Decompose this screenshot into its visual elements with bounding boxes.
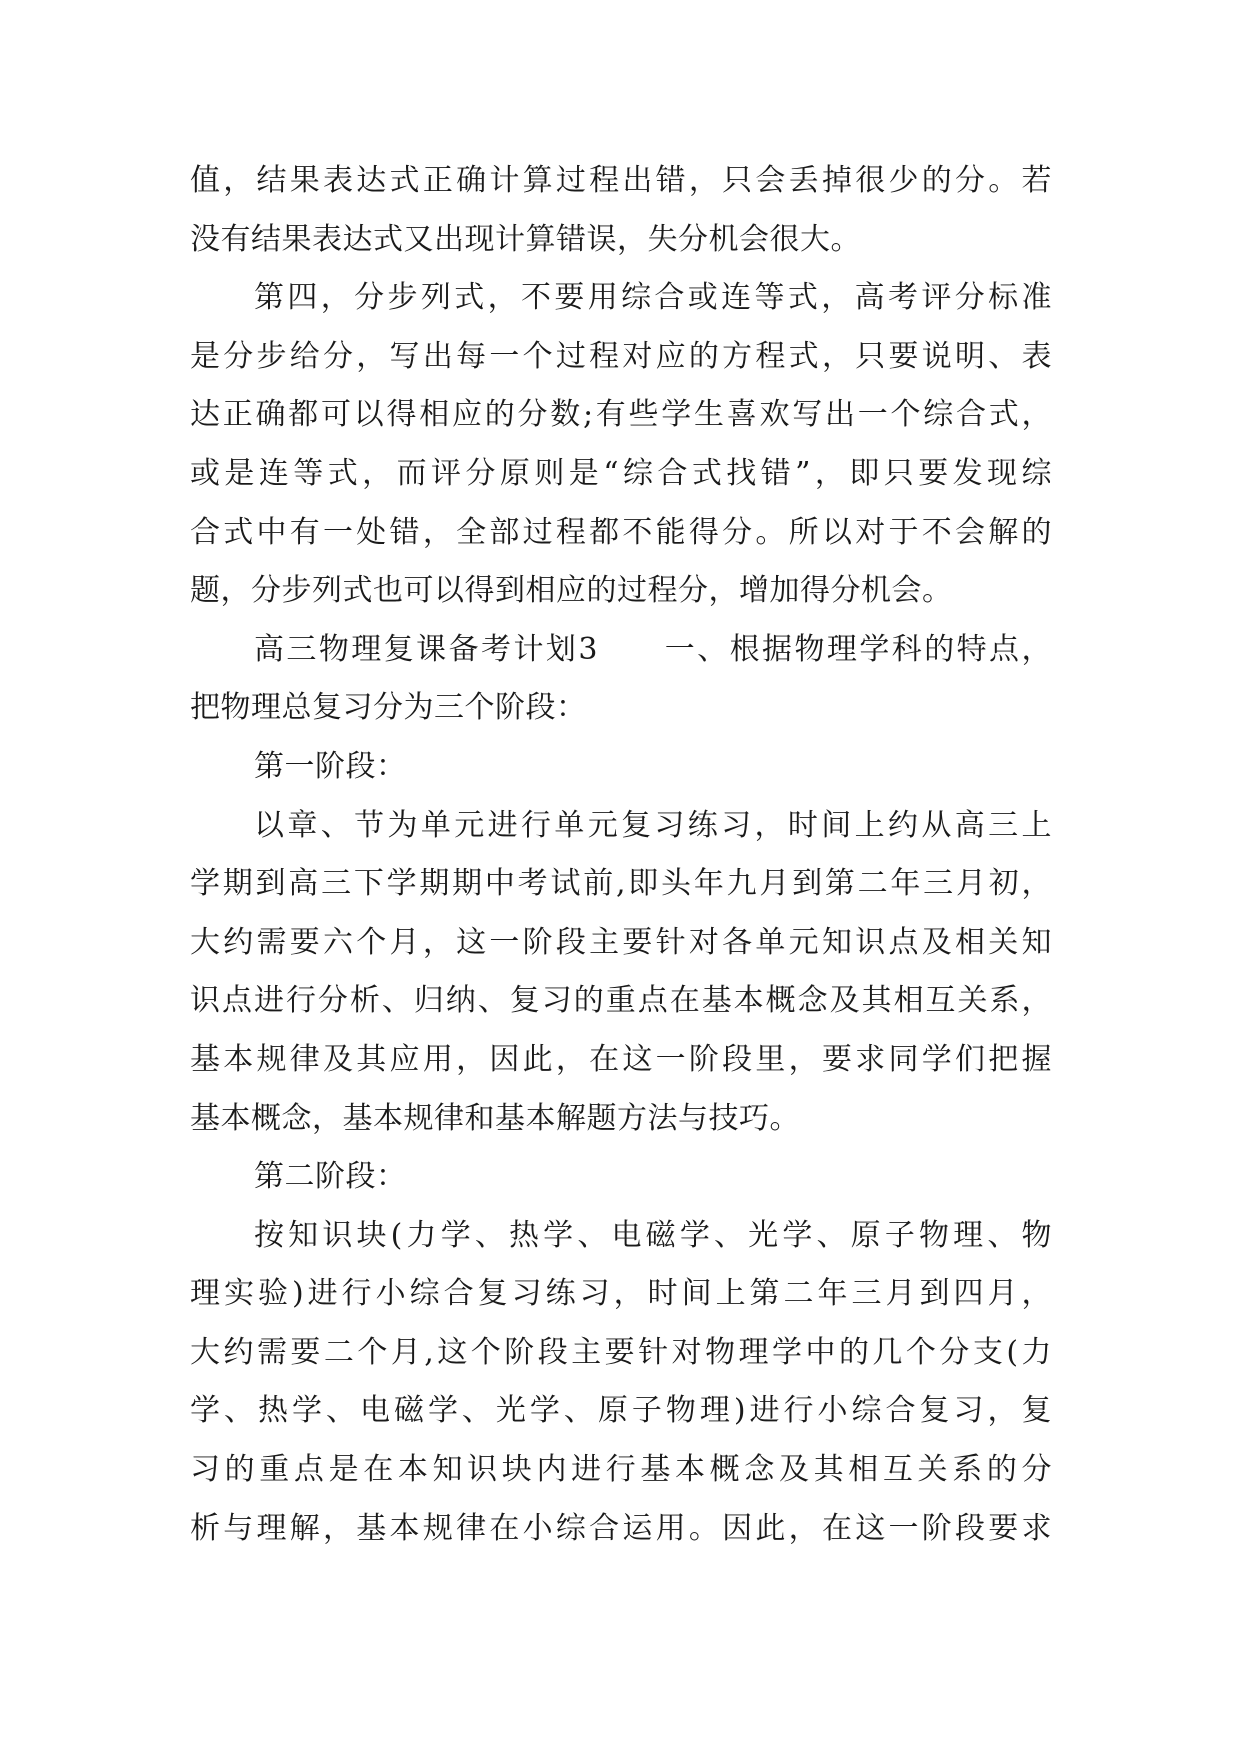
text-line: 习的重点是在本知识块内进行基本概念及其相互关系的分 xyxy=(190,1452,1052,1488)
text-line: 值，结果表达式正确计算过程出错，只会丢掉很少的分。若 xyxy=(190,163,1052,198)
text-line: 大约需要六个月，这一阶段主要针对各单元知识点及相关知 xyxy=(190,924,1052,960)
text-line: 基本概念，基本规律和基本解题方法与技巧。 xyxy=(190,1100,800,1136)
text-line: 合式中有一处错，全部过程都不能得分。所以对于不会解的 xyxy=(190,514,1052,550)
stage-heading: 第二阶段： xyxy=(254,1159,407,1195)
text-line: 没有结果表达式又出现计算错误，失分机会很大。 xyxy=(190,221,861,257)
text-line: 达正确都可以得相应的分数;有些学生喜欢写出一个综合式， xyxy=(190,397,1052,433)
document-page xyxy=(190,152,1052,1558)
section-heading-line: 高三物理复课备考计划3 一、根据物理学科的特点， xyxy=(254,631,1052,667)
stage-heading: 第一阶段： xyxy=(254,748,407,784)
text-line: 大约需要二个月,这个阶段主要针对物理学中的几个分支(力 xyxy=(190,1334,1052,1370)
text-line: 基本规律及其应用，因此，在这一阶段里，要求同学们把握 xyxy=(190,1041,1052,1077)
text-line: 学、热学、电磁学、光学、原子物理)进行小综合复习，复 xyxy=(190,1393,1052,1429)
paragraph-start-line: 按知识块(力学、热学、电磁学、光学、原子物理、物 xyxy=(254,1217,1052,1253)
paragraph-start-line: 以章、节为单元进行单元复习练习，时间上约从高三上 xyxy=(254,807,1052,843)
text-line: 识点进行分析、归纳、复习的重点在基本概念及其相互关系， xyxy=(190,983,1052,1019)
text-line: 或是连等式，而评分原则是“综合式找错”，即只要发现综 xyxy=(190,455,1052,491)
text-line: 是分步给分，写出每一个过程对应的方程式，只要说明、表 xyxy=(190,338,1052,374)
text-line: 学期到高三下学期期中考试前,即头年九月到第二年三月初， xyxy=(190,866,1052,902)
text-line: 理实验)进行小综合复习练习，时间上第二年三月到四月， xyxy=(190,1276,1052,1312)
paragraph-start-line: 第四，分步列式，不要用综合或连等式，高考评分标准 xyxy=(254,280,1052,316)
text-line: 析与理解，基本规律在小综合运用。因此，在这一阶段要求 xyxy=(190,1510,1052,1546)
text-line: 题，分步列式也可以得到相应的过程分，增加得分机会。 xyxy=(190,573,953,609)
text-line: 把物理总复习分为三个阶段： xyxy=(190,690,587,726)
